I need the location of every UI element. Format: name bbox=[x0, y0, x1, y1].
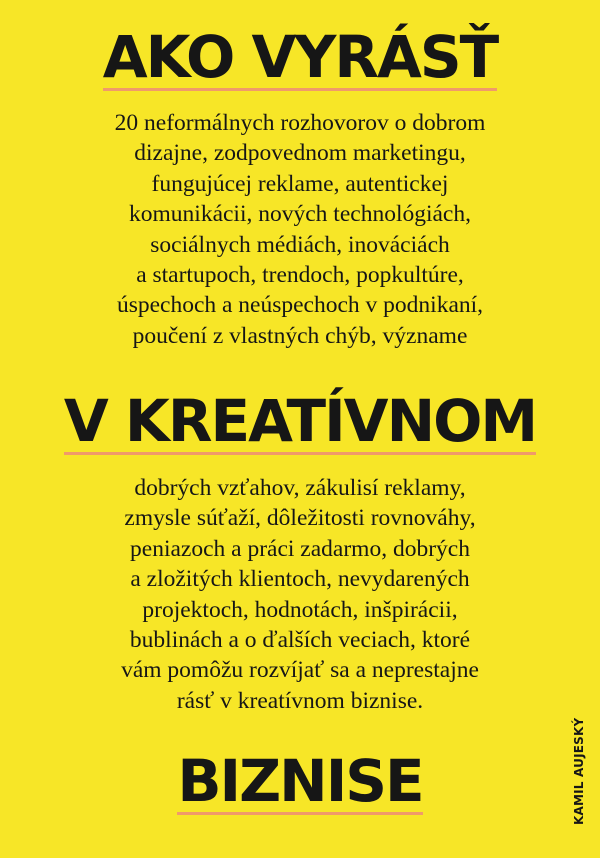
title-line-1-text: AKO VYRÁSŤ bbox=[102, 23, 498, 91]
second-paragraph bbox=[20, 473, 580, 716]
second-line: rásť v kreatívnom biznise. bbox=[176, 687, 424, 714]
intro-line: komunikácii, nových technológiách, bbox=[129, 201, 471, 228]
intro-line: úspechoch a neúspechoch v podnikaní, bbox=[116, 292, 484, 319]
second-line: peniazoch a práci zadarmo, dobrých bbox=[130, 535, 470, 562]
author-name: KAMIL AUJESKÝ bbox=[572, 717, 586, 825]
intro-line: fungujúcej reklame, autentickej bbox=[151, 170, 449, 197]
second-line: zmysle súťaží, dôležitosti rovnováhy, bbox=[124, 505, 476, 532]
second-line: a zložitých klientoch, nevydarených bbox=[130, 566, 470, 593]
second-line: dobrých vzťahov, zákulisí reklamy, bbox=[134, 475, 466, 501]
intro-line: poučení z vlastných chýb, význame bbox=[132, 322, 468, 349]
title-line-2 bbox=[0, 387, 600, 455]
intro-line: 20 neformálnych rozhovorov o dobrom bbox=[114, 110, 486, 136]
title-line-3-text: BIZNISE bbox=[177, 747, 423, 815]
title-line-1 bbox=[0, 23, 600, 91]
second-line: vám pomôžu rozvíjať sa a neprestajne bbox=[121, 657, 479, 684]
intro-line: sociálnych médiách, inováciách bbox=[150, 231, 450, 258]
intro-line: a startupoch, trendoch, popkultúre, bbox=[136, 262, 464, 289]
intro-paragraph bbox=[20, 108, 580, 351]
title-line-3 bbox=[0, 747, 600, 815]
second-line: bublinách a o ďalších veciach, ktoré bbox=[129, 627, 471, 654]
title-line-2-text: V KREATÍVNOM bbox=[63, 387, 537, 455]
intro-line: dizajne, zodpovednom marketingu, bbox=[134, 140, 466, 167]
second-line: projektoch, hodnotách, inšpirácii, bbox=[142, 596, 458, 623]
